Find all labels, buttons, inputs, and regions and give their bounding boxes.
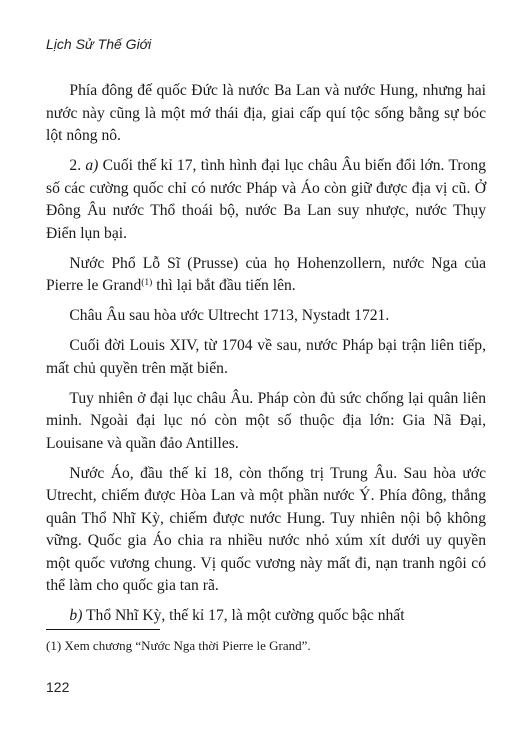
paragraph-8 [46,605,486,628]
paragraph-2-label: a) [85,157,99,174]
paragraph-2-number: 2. [69,157,86,174]
paragraph-3-text: Nước Phổ Lỗ Sĩ (Prusse) của họ Hohenzollern, nước Nga của Pierre le Grand [46,254,486,294]
page-number: 122 [46,679,70,695]
paragraph-3-tail: thì lại bắt đầu tiến lên. [152,277,296,294]
paragraph-6: Tuy nhiên ở đại lục châu Âu. Pháp còn đủ sức chống lại quân liên minh. Ngoài đại lục nó còn một số thuộc địa lớn: Gia Nã Đại, Louisane và quần đảo Antilles. [46,389,486,452]
paragraph-1: Phía đông đế quốc Đức là nước Ba Lan và nước Hung, nhưng hai nước này cũng là một mớ thái địa, giai cấp quí tộc sống bằng sự bóc lột nông nô. [46,82,486,144]
paragraph-8-text: Thổ Nhĩ Kỳ, thế kỉ 17, là một cường quốc bậc nhất [82,607,405,624]
paragraph-2-text: Cuối thế kỉ 17, tình hình đại lục châu Âu biến đổi lớn. Trong số các cường quốc chỉ có nước Pháp và Áo còn giữ được địa vị cũ. Ở Đông Âu nước Thổ thoái bộ, nước Ba Lan suy nhược, nước Thụy Điển lụn bại. [46,157,487,242]
paragraph-8-label: b) [69,607,83,624]
footnote: (1) Xem chương “Nước Nga thời Pierre le Grand”. [46,638,311,653]
footnote-divider [46,629,160,630]
paragraph-2 [46,155,486,245]
paragraph-4: Châu Âu sau hòa ước Ultrecht 1713, Nystadt 1721. [69,307,390,324]
paragraph-5: Cuối đời Louis XIV, từ 1704 về sau, nước Pháp bại trận liên tiếp, mất chủ quyền trên mặt biển. [46,337,486,377]
footnote-reference[interactable]: (1) [141,278,153,288]
paragraph-3 [46,253,486,298]
paragraph-7: Nước Áo, đầu thế kỉ 18, còn thống trị Trung Âu. Sau hòa ước Utrecht, chiếm được Hòa Lan và một phần nước Ý. Phía đông, thắng quân Thổ Nhĩ Kỳ, chiếm được nước Hung. Tuy nhiên nội bộ không vững. Quốc gia Áo chia ra nhiều nước nhỏ xúm xít dưới uy quyền một quốc vương chung. Vị quốc vương này mất đi, nạn tranh ngôi có thể làm cho quốc gia tan rã. [46,464,486,594]
running-header: Lịch Sử Thế Giới [46,36,152,52]
body-text [46,80,486,635]
